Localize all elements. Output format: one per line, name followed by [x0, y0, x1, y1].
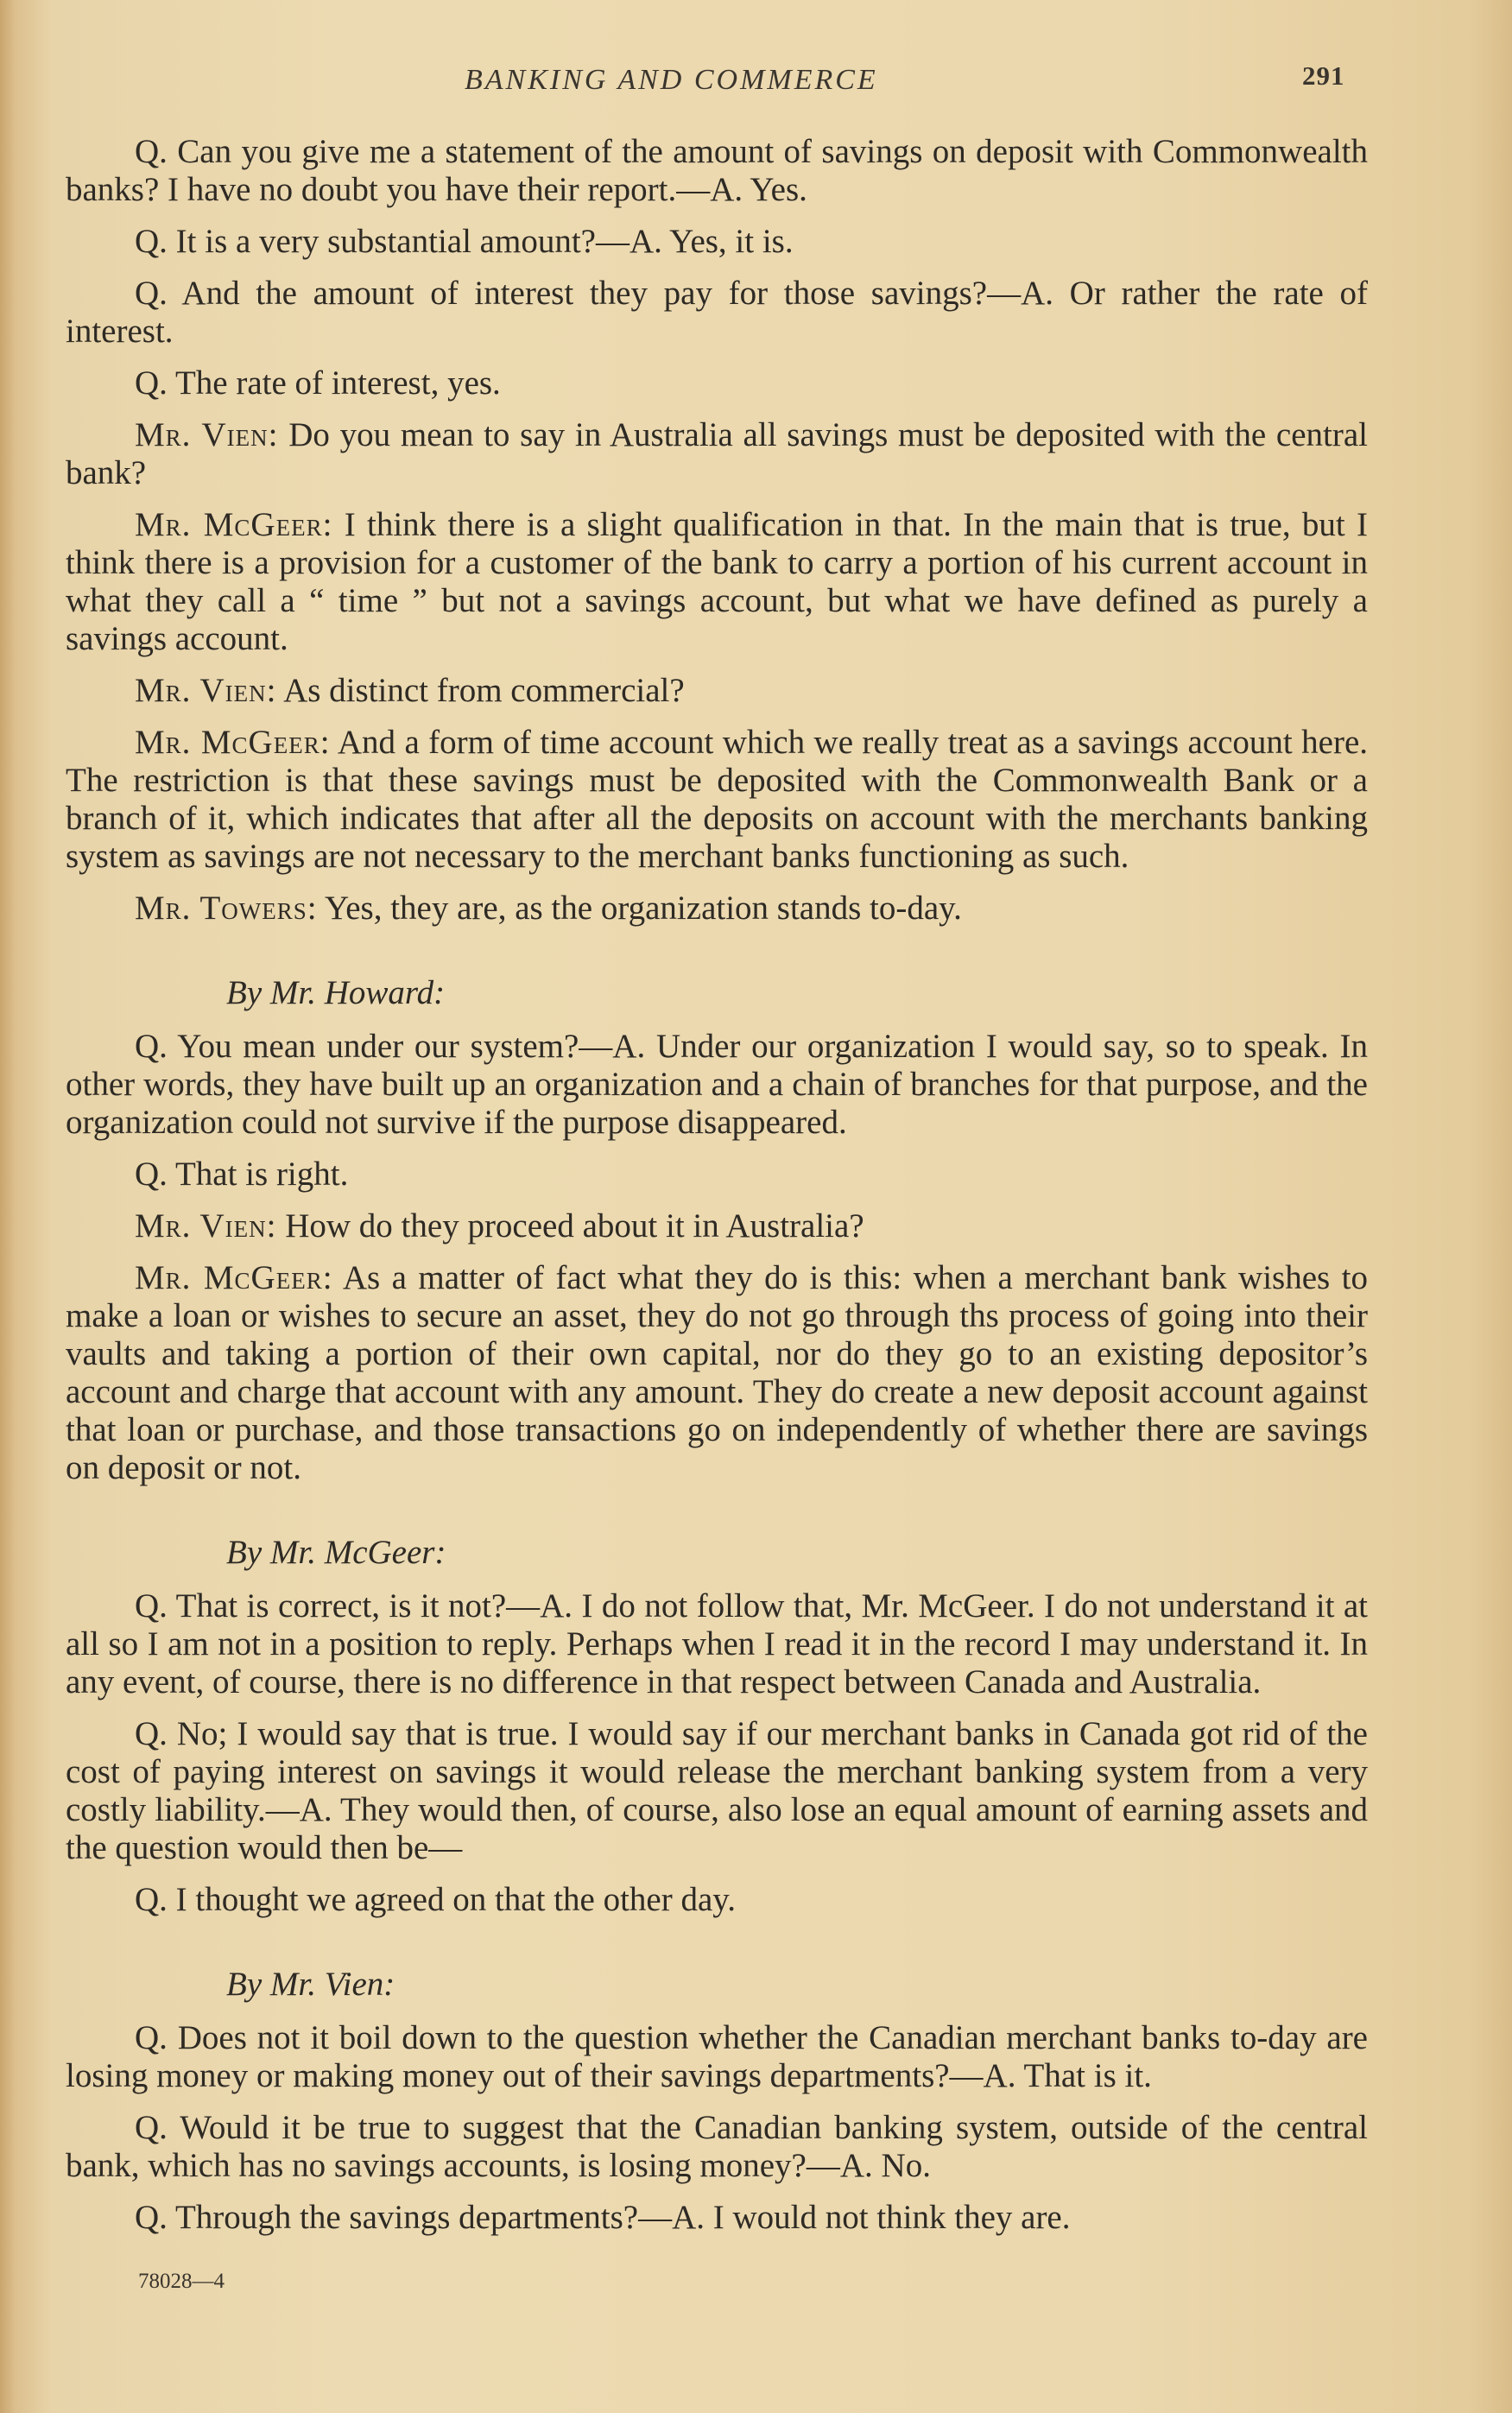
speaker: Mr. Vien: [135, 416, 279, 453]
paragraph-text: Q. Through the savings departments?—A. I would not think they are. [135, 2199, 1071, 2236]
paragraph [66, 1881, 1368, 1919]
paragraph-text: Q. The rate of interest, yes. [135, 364, 501, 402]
byline-vien: By Mr. Vien: [226, 1966, 395, 2003]
paragraph-text: Q. Can you give me a statement of the amount of savings on deposit with Commonwealth banks? I have no doubt you have their report.—A. Yes. [66, 133, 1368, 208]
byline-howard: By Mr. Howard: [226, 974, 446, 1011]
paragraph [66, 275, 1368, 351]
paragraph [66, 1587, 1368, 1701]
paragraph-text: Q. I thought we agreed on that the other day. [135, 1881, 737, 1918]
paragraph [66, 890, 1368, 928]
page-number: 291 [1302, 60, 1345, 91]
running-head [0, 60, 1512, 107]
paragraph-text: As a matter of fact what they do is this: when a merchant bank wishes to make a loan or wishes to secure an asset, they do not go through ths process of going into their vaults and taking a portion of their own capital, nor do they go to an existing depositor’s account and charge that account with any amount. They do create a new deposit account against that loan or purchase, and those transactions go on independently of whether there are savings on deposit or not. [66, 1259, 1368, 1486]
paragraph [66, 724, 1368, 876]
paragraph-text: Q. That is correct, is it not?—A. I do not follow that, Mr. McGeer. I do not understand it at all so I am not in a position to reply. Perhaps when I read it in the record I may understand it. In any event, of course, there is no difference in that respect between Canada and Australia. [66, 1587, 1368, 1700]
paragraph-text: Q. That is right. [135, 1156, 349, 1193]
paragraph [66, 1259, 1368, 1487]
paragraph [66, 2019, 1368, 2095]
byline-mcgeer: By Mr. McGeer: [226, 1534, 446, 1571]
paragraph-text: I think there is a slight qualification in that. In the main that is true, but I think there is a provision for a customer of the bank to carry a portion of his current account in what they call a “ time ” but not a savings account, but what we have defined as purely a savings account. [66, 506, 1368, 657]
body-text [66, 133, 1368, 2251]
paragraph-text: Q. Would it be true to suggest that the Canadian banking system, outside of the central bank, which has no savings accounts, is losing money?—A. No. [66, 2109, 1368, 2184]
paragraph [66, 506, 1368, 658]
speaker: Mr. McGeer: [135, 506, 333, 543]
paragraph-text: Q. And the amount of interest they pay for those savings?—A. Or rather the rate of interest. [66, 275, 1368, 350]
paragraph-text: How do they proceed about it in Australia? [276, 1207, 864, 1244]
paragraph [66, 1028, 1368, 1142]
paragraph [66, 223, 1368, 261]
speaker: Mr. Vien: [135, 1207, 277, 1244]
paragraph [66, 1715, 1368, 1867]
speaker: Mr. McGeer: [135, 724, 331, 761]
paragraph-text: Q. You mean under our system?—A. Under our organization I would say, so to speak. In other words, they have built up an organization and a chain of branches for that purpose, and the organization could not survive if the purpose disappeared. [66, 1028, 1368, 1141]
paragraph-text: Q. Does not it boil down to the question whether the Canadian merchant banks to-day are losing money or making money out of their savings departments?—A. That is it. [66, 2019, 1368, 2094]
paragraph-text: Yes, they are, as the organization stands to-day. [317, 890, 962, 927]
paragraph-text: Do you mean to say in Australia all savings must be deposited with the central bank? [66, 416, 1368, 491]
paragraph [66, 1207, 1368, 1245]
paragraph-text: As distinct from commercial? [276, 672, 685, 709]
paragraph [66, 2199, 1368, 2237]
paragraph [66, 133, 1368, 209]
folio-mark: 78028—4 [138, 2270, 225, 2293]
speaker: Mr. Towers: [135, 890, 318, 927]
paragraph [66, 2109, 1368, 2185]
paragraph-text: Q. No; I would say that is true. I would say if our merchant banks in Canada got rid of the cost of paying interest on savings it would release the merchant banking system from a very costly liability.—A. They would then, of course, also lose an equal amount of earning assets and the question would then be— [66, 1715, 1368, 1866]
paragraph [66, 1156, 1368, 1194]
speaker: Mr. Vien: [135, 672, 277, 709]
paragraph [66, 364, 1368, 402]
paragraph-text: And a form of time account which we really treat as a savings account here. The restriction is that these savings must be deposited with the Commonwealth Bank or a branch of it, which indicates that after all the deposits on account with the merchants banking system as savings are not necessary to the merchant banks functioning as such. [66, 724, 1369, 875]
speaker: Mr. McGeer: [135, 1259, 333, 1296]
paragraph [66, 416, 1368, 492]
paragraph [66, 672, 1368, 710]
running-title: BANKING AND COMMERCE [465, 64, 878, 96]
paragraph-text: Q. It is a very substantial amount?—A. Yes, it is. [135, 223, 794, 260]
